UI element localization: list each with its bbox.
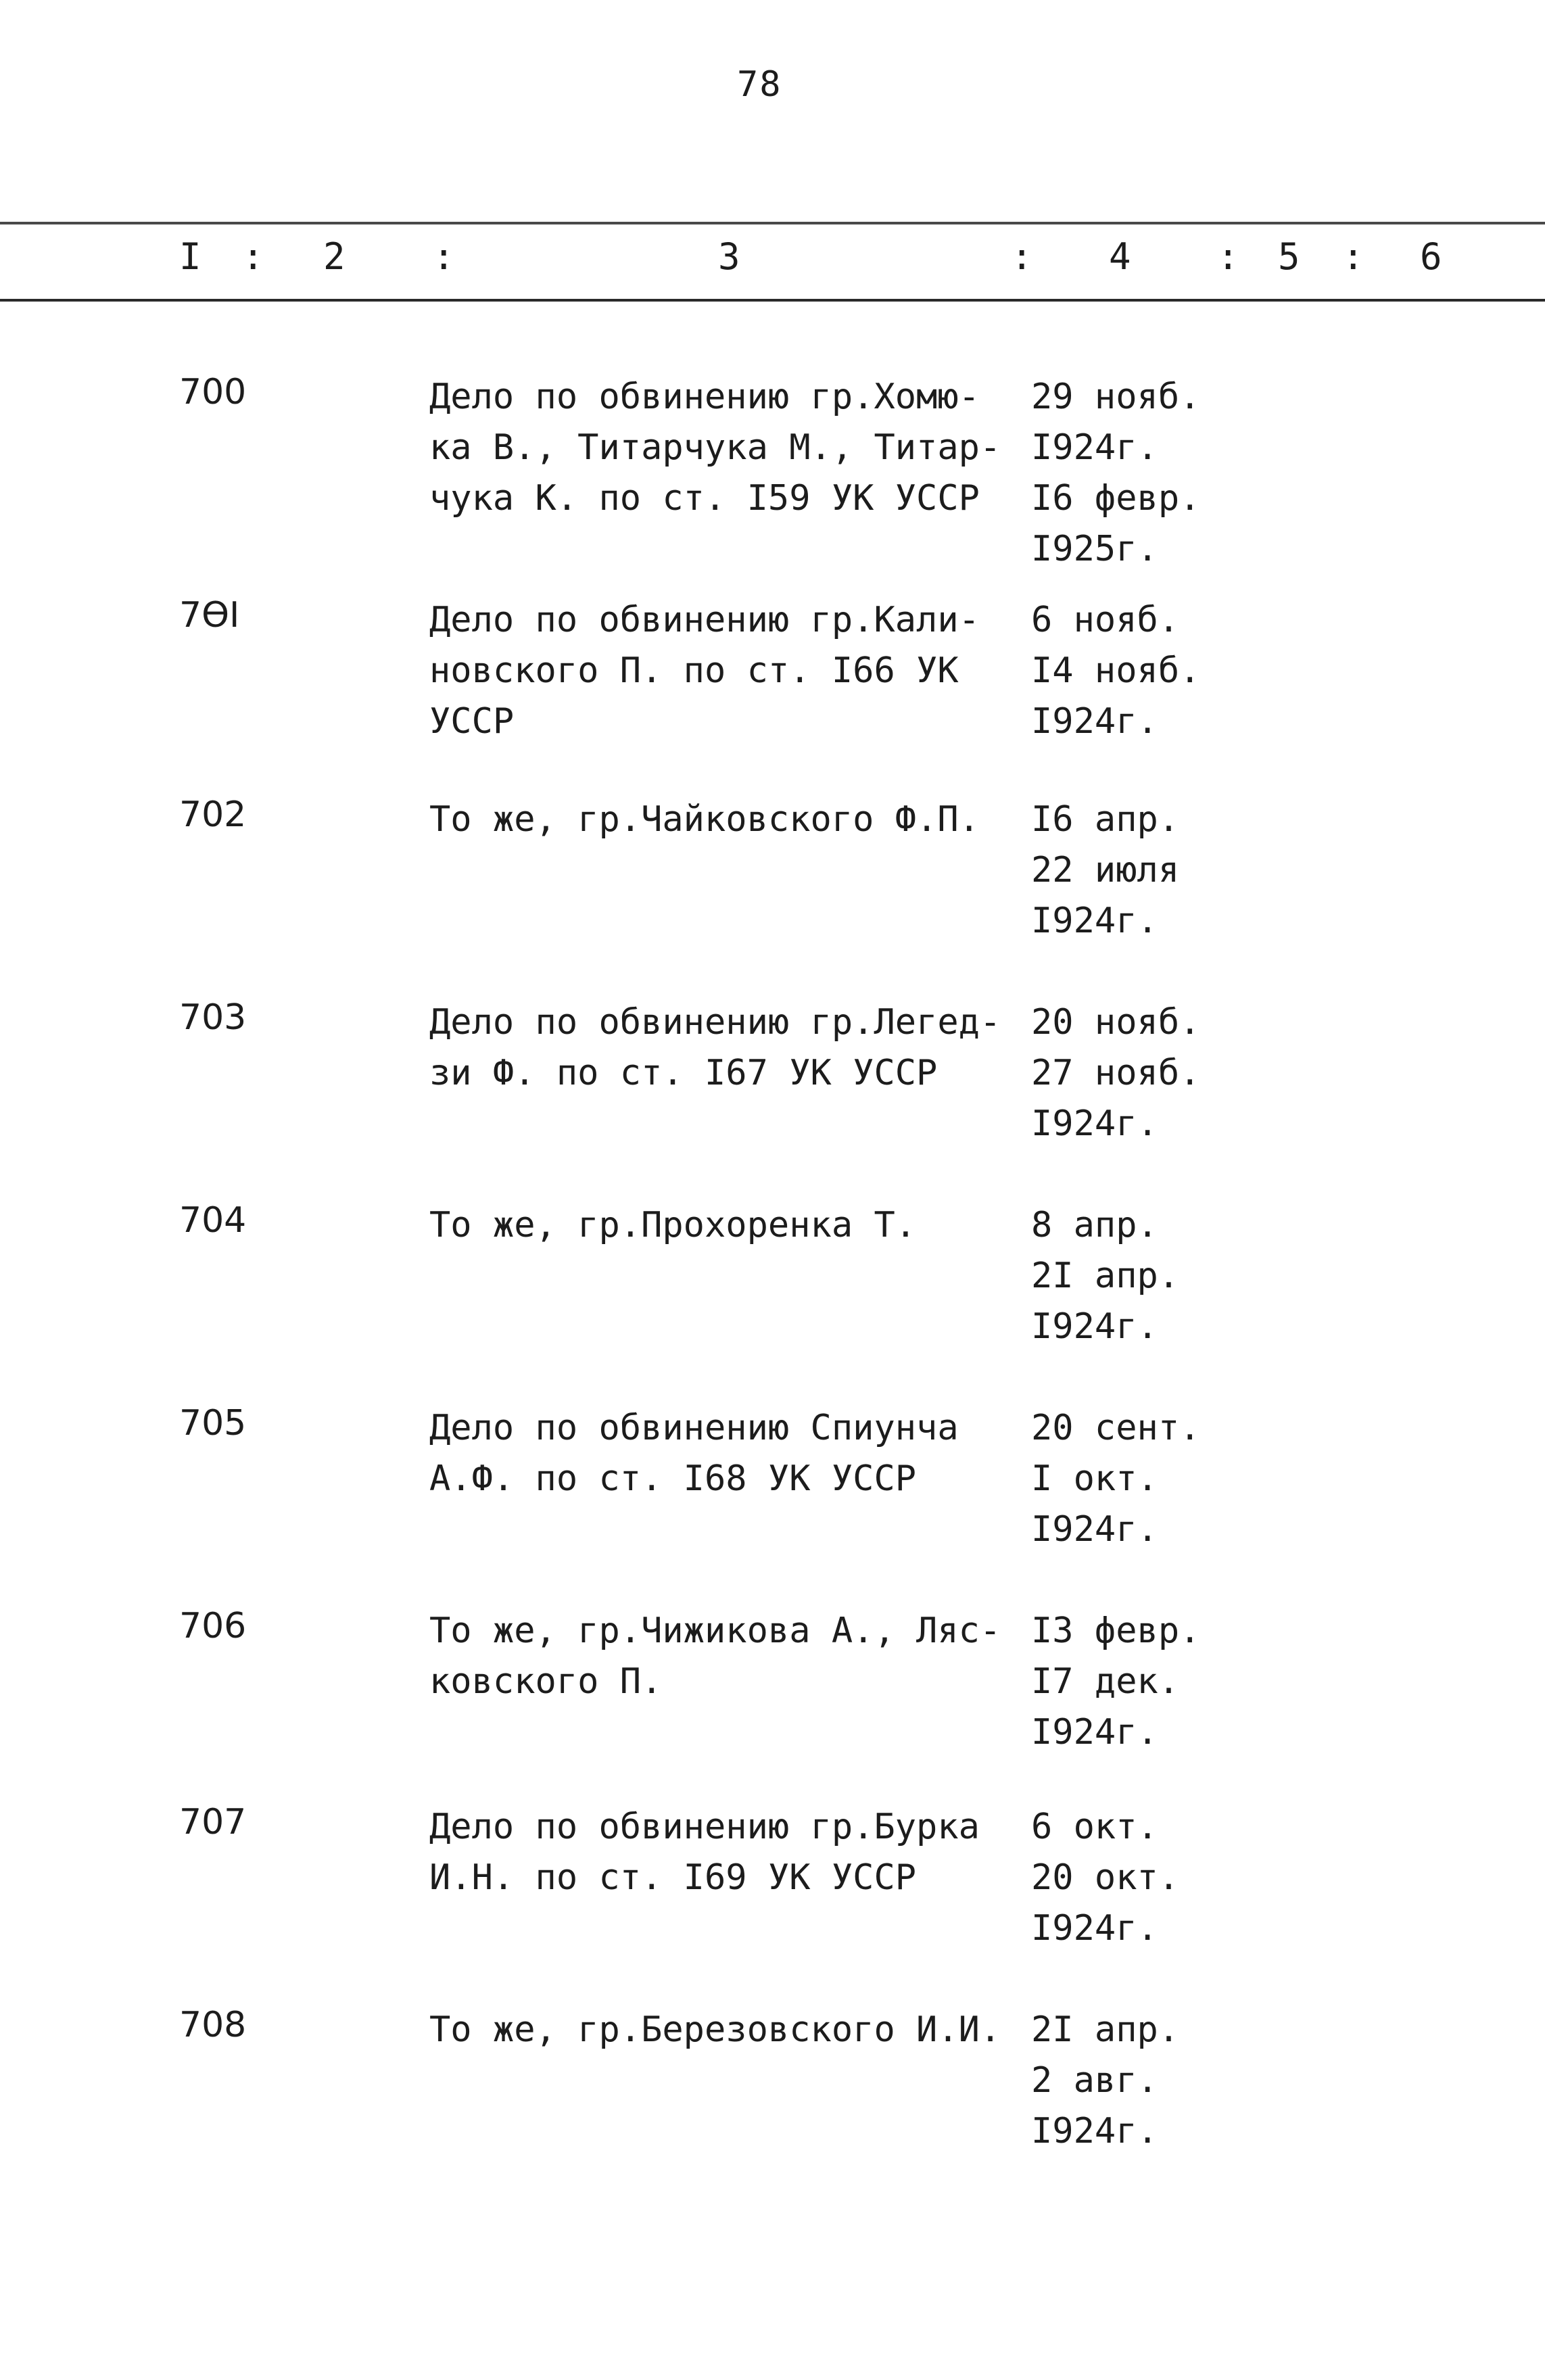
description-line: А.Ф. по ст. I68 УК УССР bbox=[429, 1458, 917, 1499]
date-line: I924г. bbox=[1031, 1509, 1158, 1550]
description-line: Дело по обвинению гр.Кали- bbox=[429, 600, 980, 640]
header-rule-top bbox=[0, 222, 1545, 224]
date-line: I924г. bbox=[1031, 701, 1158, 742]
description-line: Дело по обвинению гр.Бурка bbox=[429, 1807, 980, 1847]
description-line: И.Н. по ст. I69 УК УССР bbox=[429, 1857, 917, 1898]
record-description bbox=[429, 1802, 1011, 1903]
description-line: Дело по обвинению гр.Легед- bbox=[429, 1002, 1001, 1043]
header-rule-bottom bbox=[0, 299, 1545, 302]
description-line: То же, гр.Чайковского Ф.П. bbox=[429, 799, 980, 840]
date-line: I6 февр. bbox=[1031, 478, 1201, 519]
record-dates bbox=[1031, 595, 1200, 747]
record-dates bbox=[1031, 1802, 1179, 1954]
record-number: 705 bbox=[179, 1403, 247, 1444]
date-line: 2I апр. bbox=[1031, 2009, 1180, 2050]
col-header-3: 3 bbox=[718, 235, 740, 278]
description-line: Дело по обвинению Спиунча bbox=[429, 1408, 959, 1448]
record-dates bbox=[1031, 1606, 1200, 1758]
col-header-6: 6 bbox=[1420, 235, 1442, 278]
col-separator: : bbox=[242, 235, 264, 278]
record-description bbox=[429, 794, 1011, 845]
date-line: 29 нояб. bbox=[1031, 377, 1201, 417]
record-description bbox=[429, 595, 1011, 747]
record-number: 706 bbox=[179, 1606, 247, 1646]
col-header-4: 4 bbox=[1109, 235, 1131, 278]
description-line: чука К. по ст. I59 УК УССР bbox=[429, 478, 980, 519]
record-dates bbox=[1031, 1200, 1179, 1352]
record-description bbox=[429, 1200, 1011, 1251]
date-line: 2I апр. bbox=[1031, 1256, 1180, 1296]
record-dates bbox=[1031, 997, 1200, 1149]
description-line: Дело по обвинению гр.Хомю- bbox=[429, 377, 980, 417]
date-line: 27 нояб. bbox=[1031, 1053, 1201, 1093]
date-line: I924г. bbox=[1031, 901, 1158, 941]
date-line: I7 дек. bbox=[1031, 1661, 1180, 1702]
col-separator: : bbox=[1342, 235, 1364, 278]
record-description bbox=[429, 997, 1011, 1099]
date-line: I6 апр. bbox=[1031, 799, 1180, 840]
date-line: I924г. bbox=[1031, 1306, 1158, 1347]
record-dates bbox=[1031, 794, 1179, 947]
record-number: 7ӨI bbox=[179, 595, 240, 636]
record-dates bbox=[1031, 372, 1200, 575]
record-number: 707 bbox=[179, 1802, 247, 1842]
record-description bbox=[429, 2005, 1011, 2055]
date-line: 20 окт. bbox=[1031, 1857, 1180, 1898]
date-line: I925г. bbox=[1031, 529, 1158, 569]
description-line: ка В., Титарчука М., Титар- bbox=[429, 427, 1001, 468]
col-separator: : bbox=[1217, 235, 1239, 278]
date-line: 6 нояб. bbox=[1031, 600, 1180, 640]
col-separator: : bbox=[1011, 235, 1033, 278]
description-line: УССР bbox=[429, 701, 515, 742]
record-number: 703 bbox=[179, 997, 247, 1038]
date-line: 20 сент. bbox=[1031, 1408, 1201, 1448]
record-number: 708 bbox=[179, 2005, 247, 2045]
date-line: I924г. bbox=[1031, 427, 1158, 468]
date-line: 20 нояб. bbox=[1031, 1002, 1201, 1043]
description-line: ковского П. bbox=[429, 1661, 663, 1702]
col-header-1: I bbox=[179, 235, 201, 278]
description-line: новского П. по ст. I66 УК bbox=[429, 650, 959, 691]
date-line: I4 нояб. bbox=[1031, 650, 1201, 691]
col-header-5: 5 bbox=[1278, 235, 1300, 278]
description-line: зи Ф. по ст. I67 УК УССР bbox=[429, 1053, 938, 1093]
date-line: 22 июля bbox=[1031, 850, 1180, 890]
date-line: 6 окт. bbox=[1031, 1807, 1158, 1847]
date-line: I924г. bbox=[1031, 1712, 1158, 1753]
col-header-2: 2 bbox=[323, 235, 346, 278]
record-number: 702 bbox=[179, 794, 247, 835]
date-line: I924г. bbox=[1031, 1103, 1158, 1144]
record-description bbox=[429, 1606, 1011, 1707]
record-description bbox=[429, 372, 1011, 524]
date-line: 8 апр. bbox=[1031, 1205, 1158, 1245]
record-dates bbox=[1031, 2005, 1179, 2157]
record-dates bbox=[1031, 1403, 1200, 1555]
description-line: То же, гр.Березовского И.И. bbox=[429, 2009, 1001, 2050]
col-separator: : bbox=[433, 235, 455, 278]
record-description bbox=[429, 1403, 1011, 1504]
description-line: То же, гр.Чижикова А., Ляс- bbox=[429, 1611, 1001, 1651]
record-number: 704 bbox=[179, 1200, 247, 1241]
date-line: I924г. bbox=[1031, 2111, 1158, 2151]
page-number: 78 bbox=[737, 64, 782, 105]
date-line: 2 авг. bbox=[1031, 2060, 1158, 2101]
description-line: То же, гр.Прохоренка Т. bbox=[429, 1205, 917, 1245]
record-number: 700 bbox=[179, 372, 247, 412]
date-line: I924г. bbox=[1031, 1908, 1158, 1949]
date-line: I окт. bbox=[1031, 1458, 1158, 1499]
date-line: I3 февр. bbox=[1031, 1611, 1201, 1651]
